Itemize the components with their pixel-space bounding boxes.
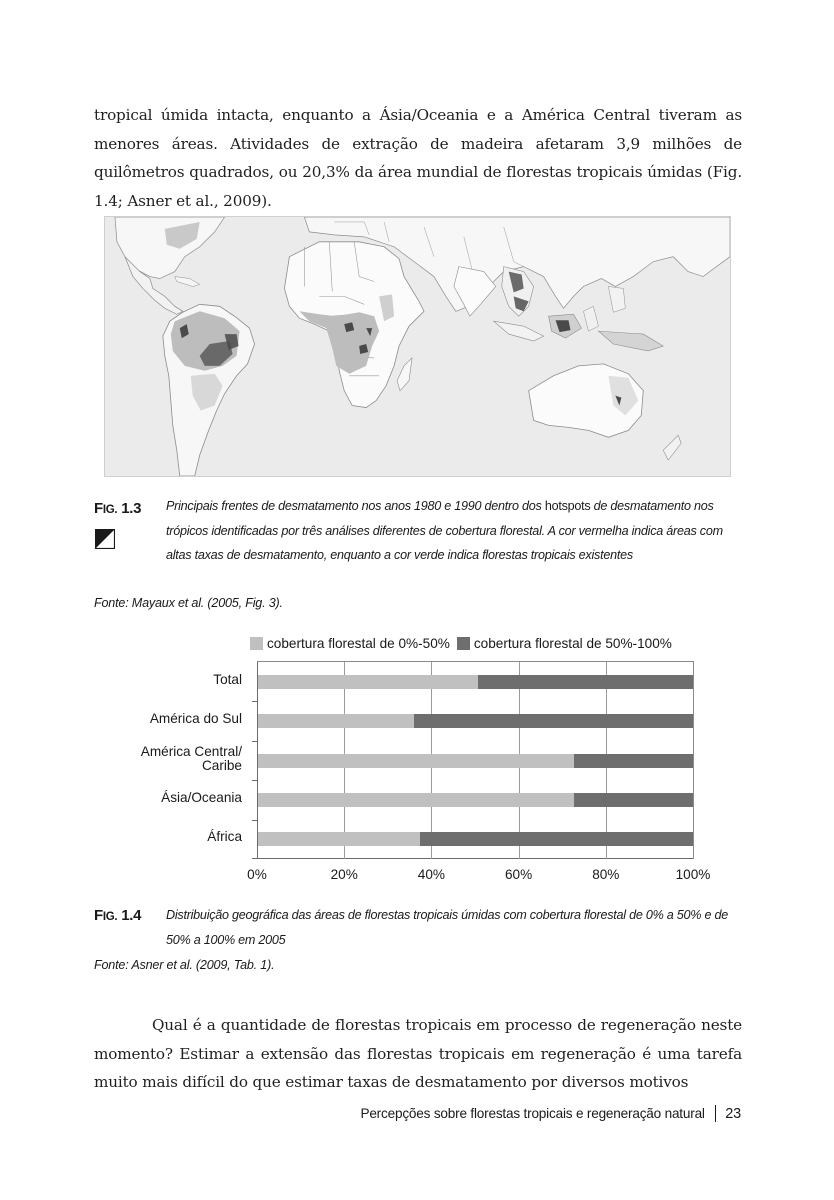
bar-segment-low-cover [258, 793, 574, 807]
figure-1-4-label [94, 907, 141, 924]
x-tick-label: 100% [675, 867, 711, 882]
body-paragraph-top: tropical úmida intacta, enquanto a Ásia/Oceania e a América Central tiveram as menores áreas. Atividades de extração de madeira afetaram 3,9 milhões de quilômetros quadrados, ou 20,3% da área mundial de florestas tropicais úmidas (Fig. 1.4; Asner et al., 2009). [94, 106, 742, 210]
figure-1-4-caption: Distribuição geográfica das áreas de florestas tropicais úmidas com cobertura florestal de 0% a 50% e de 50% a 100% em 2005 [166, 908, 729, 947]
category-label: Ásia/Oceania [161, 789, 242, 805]
caption-text: Principais frentes de desmatamento nos anos 1980 e 1990 dentro dos [166, 499, 545, 513]
figure-1-3-caption [166, 494, 744, 568]
fig-label-smallcaps: IG. [102, 911, 118, 923]
category-label: África [207, 829, 242, 845]
legend-item-low-cover [250, 636, 450, 651]
bar-3 [258, 793, 693, 807]
bar-segment-high-cover [414, 714, 693, 728]
legend-item-high-cover [457, 636, 672, 651]
chart-legend [250, 636, 679, 651]
bar-segment-high-cover [478, 675, 693, 689]
fig-label-smallcaps: IG. [102, 504, 118, 516]
y-tick [252, 820, 257, 821]
fig-label-prefix: F [94, 907, 103, 924]
figure-1-3-label [94, 500, 141, 517]
category-label: América do Sul [149, 711, 242, 727]
bar-segment-low-cover [258, 754, 574, 768]
bar-4 [258, 832, 693, 846]
bar-1 [258, 714, 693, 728]
fig-label-prefix: F [94, 500, 103, 517]
footer-title: Percepções sobre florestas tropicais e regeneração natural [360, 1106, 705, 1121]
y-tick [252, 741, 257, 742]
category-label: América Central/ Caribe [140, 743, 242, 773]
bar-segment-low-cover [258, 832, 420, 846]
y-tick [252, 780, 257, 781]
bar-segment-high-cover [574, 793, 693, 807]
running-footer [360, 1105, 741, 1122]
x-tick-label: 0% [247, 867, 267, 882]
bar-segment-low-cover [258, 714, 414, 728]
legend-label: cobertura florestal de 50%-100% [473, 636, 672, 651]
caption-emphasis: hotspots [544, 499, 591, 513]
color-figure-icon [95, 529, 115, 549]
caption-text: de desmatamento nos trópicos identificadas por três análises diferentes de cobertura florestal. A cor vermelha indica áreas com altas taxas de desmatamento, enquanto a cor verde indica florestas tropicais existentes [166, 499, 723, 562]
x-tick-label: 40% [417, 867, 445, 882]
map-graphic [105, 217, 730, 476]
x-tick-label: 80% [592, 867, 620, 882]
forest-cover-bar-chart [120, 632, 720, 892]
figure-1-3-source: Fonte: Mayaux et al. (2005, Fig. 3). [94, 596, 283, 610]
figure-1-4-source: Fonte: Asner et al. (2009, Tab. 1). [94, 958, 275, 972]
fig-label-number: 1.3 [121, 500, 142, 517]
plot-area [257, 661, 694, 859]
bar-2 [258, 754, 693, 768]
legend-label: cobertura florestal de 0%-50% [267, 636, 450, 651]
y-tick [252, 701, 257, 702]
bar-segment-high-cover [420, 832, 693, 846]
world-deforestation-map [104, 216, 731, 477]
x-axis [252, 858, 693, 859]
category-label: Total [213, 671, 242, 687]
footer-separator [715, 1105, 717, 1122]
legend-swatch-high [457, 637, 470, 650]
x-tick-label: 20% [330, 867, 358, 882]
bar-0 [258, 675, 693, 689]
fig-label-number: 1.4 [121, 907, 142, 924]
page-number: 23 [725, 1105, 741, 1122]
bar-segment-low-cover [258, 675, 478, 689]
bar-segment-high-cover [574, 754, 693, 768]
x-tick-label: 60% [504, 867, 533, 882]
body-paragraph-bottom: Qual é a quantidade de florestas tropicais em processo de regeneração neste momento? Estimar a extensão das florestas tropicais em regeneração é uma tarefa muito mais difícil do que estimar taxas de desmatamento por diversos motivos [94, 1016, 742, 1092]
legend-swatch-low [250, 637, 263, 650]
